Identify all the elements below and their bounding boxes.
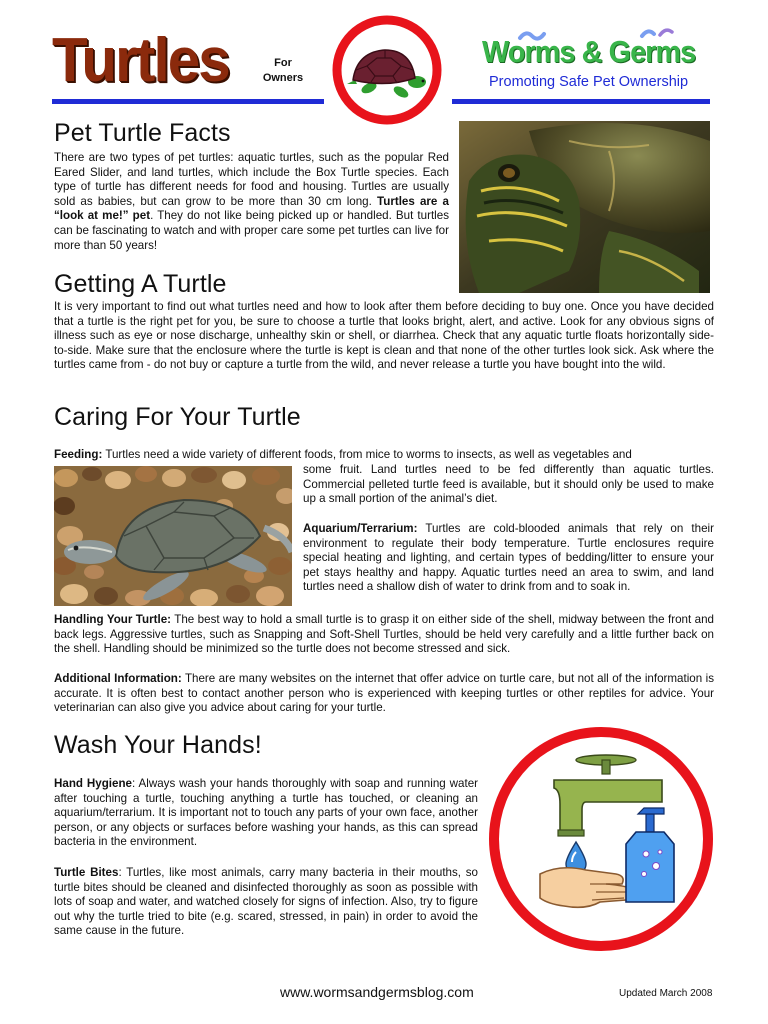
- facts-paragraph: There are two types of pet turtles: aquatic turtles, such as the popular Red Eared Slider, and land turtles, which include the Box Turtle species. Each type of turtle has different needs for food and housing. Turtles are usually sold as babies, but can grow to be more than 30 cm long. Turtles are a “look at me!” pet. They do not like being picked up or handled. But turtles can be fascinating to watch and with proper care some pet turtles can live for more than 50 years!: [54, 151, 449, 252]
- wash-heading: Wash Your Hands!: [54, 731, 262, 759]
- turtle-head-photo: [459, 121, 710, 293]
- hand-washing-sign-icon: [486, 724, 716, 954]
- turtles-title: Turtles: [52, 26, 229, 95]
- facts-heading: Pet Turtle Facts: [54, 119, 231, 147]
- getting-paragraph: It is very important to find out what turtles need and how to look after them before deciding to buy one. Once you have decided that a turtle is the right pet for you, be sure to choose a turtle that looks bright, alert, and active. Look for any obvious signs of illness such as eye or nose discharge, unhealthy skin or shell, or diarrhea. Check that any aquatic turtle floats horizontally side-to-side. Make sure that the enclosure where the turtle is kept is clean and that none of the other turtles look sick. Ask where the turtles came from - do not buy or capture a turtle from the wild, and never release a turtle you have bought into the wild.: [54, 300, 714, 372]
- brand-tagline: Promoting Safe Pet Ownership: [489, 74, 689, 90]
- aquarium-paragraph: Aquarium/Terrarium: Turtles are cold-blooded animals that rely on their environment to regulate their body temperature. Turtle enclosures require special heating and lighting, and certain types of bedding/litter to ensure your pet stays healthy and happy. Aquatic turtles need an area to swim, and land turtles need a shallow dish of water to drink from and to soak in.: [303, 522, 714, 594]
- for-owners-label: For Owners: [262, 57, 304, 84]
- turtle-pebbles-photo: [54, 466, 292, 606]
- getting-heading: Getting A Turtle: [54, 270, 227, 298]
- turtle-sign-icon: [331, 14, 443, 126]
- footer-updated: Updated March 2008: [619, 988, 713, 999]
- feeding-paragraph: some fruit. Land turtles need to be fed differently than aquatic turtles. Commercial pelleted turtle feed is available, but it should only be used to make up a small portion of the animal’s diet.: [303, 463, 714, 506]
- handling-paragraph: Handling Your Turtle: The best way to hold a small turtle is to grasp it on either side of the shell, midway between the front and back legs. Aggressive turtles, such as Snapping and Soft-Shell Turtles, should be held very carefully and a little further back on the shell. Handling should be minimized so the turtle does not become stressed and sick.: [54, 613, 715, 656]
- hygiene-paragraph: Hand Hygiene: Always wash your hands thoroughly with soap and running water after touching a turtle, touching anything a turtle has touched, or cleaning an aquarium/terrarium. It is important not to touch any parts of your own face, another person, or any objects or surfaces before washing your hands, as this can spread bacteria in the environment.: [54, 777, 478, 849]
- header-rule-right: [452, 99, 710, 104]
- feeding-line: Feeding: Turtles need a wide variety of different foods, from mice to worms to insects, as well as vegetables and: [54, 448, 632, 461]
- bites-paragraph: Turtle Bites: Turtles, like most animals, carry many bacteria in their mouths, so turtle bites should be cleaned and disinfected thoroughly as soon as possible with lots of soap and water, and watched closely for signs of infection. Also, try to figure out why the turtle tried to bite (e.g. scared, stressed, in pain) in order to avoid the same cause in the future.: [54, 866, 479, 938]
- caring-heading: Caring For Your Turtle: [54, 403, 301, 431]
- footer-url[interactable]: www.wormsandgermsblog.com: [280, 984, 474, 1000]
- header-rule-left: [52, 99, 324, 104]
- brand-title: Worms & Germs: [482, 34, 696, 69]
- additional-paragraph: Additional Information: There are many websites on the internet that offer advice on turtle care, but not all of the information is accurate. It is often best to contact another person who is experienced with keeping turtles or other reptiles for advice. Your veterinarian can also give you advice about caring for your turtle.: [54, 672, 715, 715]
